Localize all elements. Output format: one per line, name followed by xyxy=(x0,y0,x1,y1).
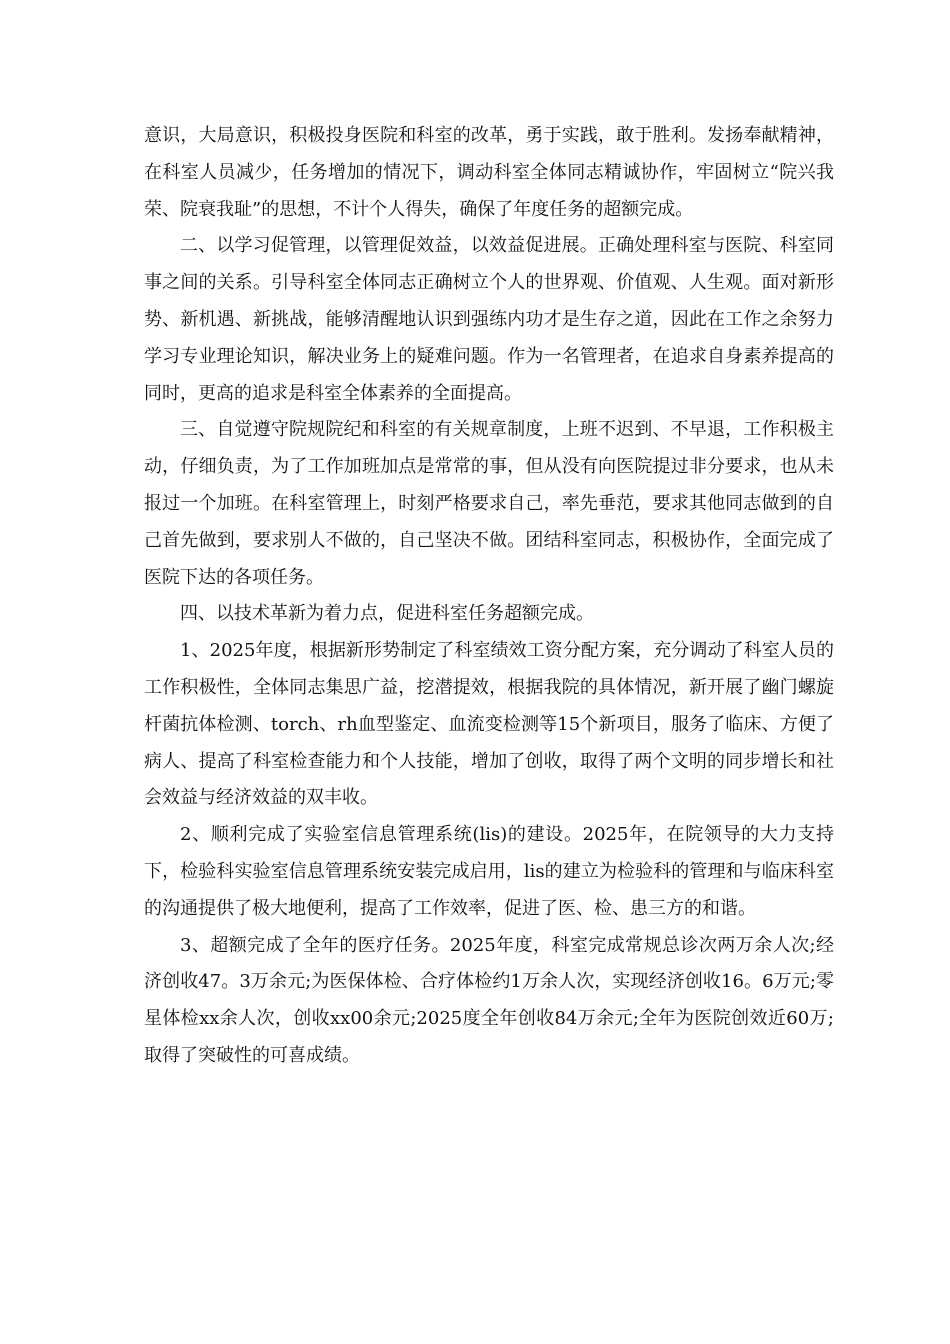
paragraph-5: 1、2025年度，根据新形势制定了科室绩效工资分配方案，充分调动了科室人员的工作积极性，全体同志集思广益，挖潜提效，根据我院的具体情况，新开展了幽门螺旋杆菌抗体检测、torch、rh血型鉴定、血流变检测等15个新项目，服务了临床、方便了病人、提高了科室检查能力和个人技能，增加了创收，取得了两个文明的同步增长和社会效益与经济效益的双丰收。 xyxy=(144,640,834,809)
paragraph-2: 二、以学习促管理，以管理促效益，以效益促进展。正确处理科室与医院、科室同事之间的关系。引导科室全体同志正确树立个人的世界观、价值观、人生观。面对新形势、新机遇、新挑战，能够清醒地认识到强练内功才是生存之道，因此在工作之余努力学习专业理论知识，解决业务上的疑难问题。作为一名管理者，在追求自身素养提高的同时，更高的追求是科室全体素养的全面提高。 xyxy=(144,235,834,404)
document-body xyxy=(144,118,834,1075)
paragraph-4: 四、以技术革新为着力点，促进科室任务超额完成。 xyxy=(180,603,594,625)
paragraph-6: 2、顺利完成了实验室信息管理系统(lis)的建设。2025年，在院领导的大力支持下，检验科实验室信息管理系统安装完成启用，lis的建立为检验科的管理和与临床科室的沟通提供了极大地便利，提高了工作效率，促进了医、检、患三方的和谐。 xyxy=(144,824,834,919)
paragraph-7: 3、超额完成了全年的医疗任务。2025年度，科室完成常规总诊次两万余人次;经济创收47。3万余元;为医保体检、合疗体检约1万余人次，实现经济创收16。6万元;零星体检xx余人次，创收xx00余元;2025度全年创收84万余元;全年为医院创效近60万;取得了突破性的可喜成绩。 xyxy=(144,934,834,1066)
paragraph-1: 意识，大局意识，积极投身医院和科室的改革，勇于实践，敢于胜利。发扬奉献精神，在科室人员减少，任务增加的情况下，调动科室全体同志精诚协作，牢固树立“院兴我荣、院衰我耻”的思想，不计个人得失，确保了年度任务的超额完成。 xyxy=(144,125,834,220)
paragraph-3: 三、自觉遵守院规院纪和科室的有关规章制度，上班不迟到、不早退，工作积极主动，仔细负责，为了工作加班加点是常常的事，但从没有向医院提过非分要求，也从未报过一个加班。在科室管理上，时刻严格要求自己，率先垂范，要求其他同志做到的自己首先做到，要求别人不做的，自己坚决不做。团结科室同志，积极协作，全面完成了医院下达的各项任务。 xyxy=(144,419,834,588)
